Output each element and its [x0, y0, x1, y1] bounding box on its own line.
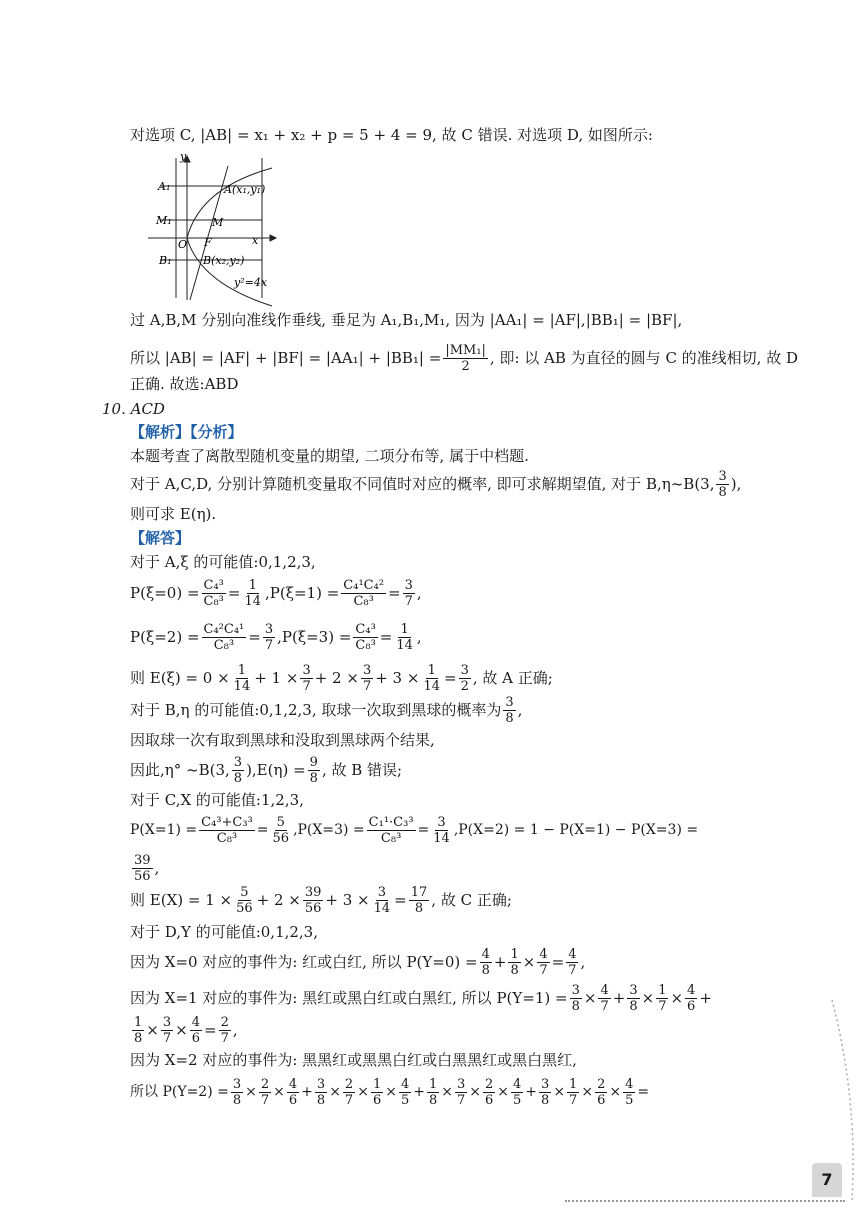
text-line: 所以 P(Y=2) = $\frac{3}{8}$ × $\frac{2}{7}$ × $\frac{4}{6}$ + $\frac{3}{8}$ × $\frac{2}{7}$ × $\frac{1}{6}$ × $\frac{4}{5}$ + $\frac{1}{8}$ × $\frac{3}{7}$ × $\frac{2}{6}$ × $\frac{4}{5}$ + $\frac{3}{8}$ × $\frac{1}{7}$ × $\frac{2}{6}$ × $\frac{4}{5}$ =	[130, 1076, 650, 1108]
text-line: 因为 X=2 对应的事件为: 黑黑红或黑黑白红或白黑黑红或黑白黑红,	[130, 1051, 577, 1069]
text-line: 本题考查了离散型随机变量的期望, 二项分布等, 属于中档题.	[130, 447, 529, 465]
text-line: P(X=1) = $\frac{\text{C₄³+C₃³}}{\text{C₈³}}$ = $\frac{5}{56}$ ,P(X=3) = $\frac{\text{C₁¹·C₃³}}{\text{C₈³}}$ = $\frac{3}{14}$ ,P(X=2) = 1 − P(X=1) − P(X=3) =	[130, 814, 699, 846]
text-line: 因为 X=0 对应的事件为: 红或白红, 所以 P(Y=0) = $\frac{4}{8}$ + $\frac{1}{8}$ × $\frac{4}{7}$ = $\frac{4}{7}$ ,	[130, 946, 586, 978]
text-line: 正确. 故选:ABD	[130, 375, 239, 393]
text-seg: 所以 |AB| = |AF| + |BF| = |AA₁| + |BB₁| =	[130, 349, 442, 367]
question-number: 10. ACD	[102, 400, 165, 418]
B1-label: B₁	[159, 254, 172, 267]
footer-dotted-line	[565, 1200, 845, 1202]
text-line: 对于 A,ξ 的可能值:0,1,2,3,	[130, 553, 316, 571]
text-line: 则 E(X) = 1 × $\frac{5}{56}$ + 2 × $\frac{39}{56}$ + 3 × $\frac{3}{14}$ = $\frac{17}{8}$ , 故 C 正确;	[130, 884, 512, 916]
text-line: $\frac{39}{56}$ ,	[134, 852, 160, 884]
text-line: 对选项 C, |AB| = x₁ + x₂ + p = 5 + 4 = 9, 故 C 错误. 对选项 D, 如图所示:	[130, 126, 653, 144]
text-line: P(ξ=2) = $\frac{\text{C₄²C₄¹}}{\text{C₈³}}$ = $\frac{3}{7}$ ,P(ξ=3) = $\frac{\text{C₄³}}{\text{C₈³}}$ = $\frac{1}{14}$ ,	[130, 621, 422, 653]
text-line: 则 E(ξ) = 0 × $\frac{1}{14}$ + 1 × $\frac{3}{7}$ + 2 × $\frac{3}{7}$ + 3 × $\frac{1}{14}$ = $\frac{3}{2}$ , 故 A 正确;	[130, 662, 553, 694]
text-line: 对于 D,Y 的可能值:0,1,2,3,	[130, 923, 318, 941]
section-heading: 【解答】	[130, 529, 191, 547]
B-label: B(x₂,y₂)	[203, 254, 245, 267]
text-line: 对于 A,C,D, 分别计算随机变量取不同值时对应的概率, 即可求解期望值, 对于 B,η~B(3, $\frac{3}{8}$ ),	[130, 468, 742, 500]
page-number: 7	[812, 1163, 842, 1197]
x-label: x	[252, 234, 259, 247]
M-label: M	[212, 216, 224, 229]
text-line: 过 A,B,M 分别向准线作垂线, 垂足为 A₁,B₁,M₁, 因为 |AA₁| = |AF|,|BB₁| = |BF|,	[130, 311, 683, 329]
text-line	[130, 340, 798, 376]
O-label: O	[178, 238, 188, 251]
text-line: P(ξ=0) = $\frac{\text{C₄³}}{\text{C₈³}}$ = $\frac{1}{14}$ ,P(ξ=1) = $\frac{\text{C₄¹C₄²}}{\text{C₈³}}$ = $\frac{3}{7}$ ,	[130, 577, 422, 609]
text-line: $\frac{1}{8}$ × $\frac{3}{7}$ × $\frac{4}{6}$ = $\frac{2}{7}$ ,	[134, 1014, 238, 1046]
F-label: F	[204, 236, 212, 249]
y-label: y	[180, 150, 187, 163]
section-heading: 【解析】【分析】	[130, 423, 243, 441]
text-line: 因取球一次有取到黑球和没取到黑球两个结果,	[130, 731, 435, 749]
A-label: A(x₁,y₁)	[224, 183, 266, 196]
text-line: 因为 X=1 对应的事件为: 黑红或黑白红或白黑红, 所以 P(Y=1) = $\frac{3}{8}$ × $\frac{4}{7}$ + $\frac{3}{8}$ × $\frac{1}{7}$ × $\frac{4}{6}$ +	[130, 982, 712, 1014]
text-seg: , 即: 以 AB 为直径的圆与 C 的准线相切, 故 D	[489, 349, 799, 367]
equation-label: y²=4x	[234, 276, 268, 289]
text-line: 则可求 E(η).	[130, 505, 217, 523]
M1-label: M₁	[156, 214, 172, 227]
A1-label: A₁	[158, 180, 171, 193]
text-line: 因此,η° ~B(3, $\frac{3}{8}$ ),E(η) = $\frac{9}{8}$ , 故 B 错误;	[130, 754, 403, 786]
fraction: $\frac{\text{|MM₁|}}{2}$	[445, 342, 486, 374]
text-line: 对于 C,X 的可能值:1,2,3,	[130, 791, 304, 809]
x-axis-arrow	[270, 235, 276, 241]
text-line: 对于 B,η 的可能值:0,1,2,3, 取球一次取到黑球的概率为 $\frac{3}{8}$ ,	[130, 694, 523, 726]
parabola-figure	[140, 148, 280, 308]
